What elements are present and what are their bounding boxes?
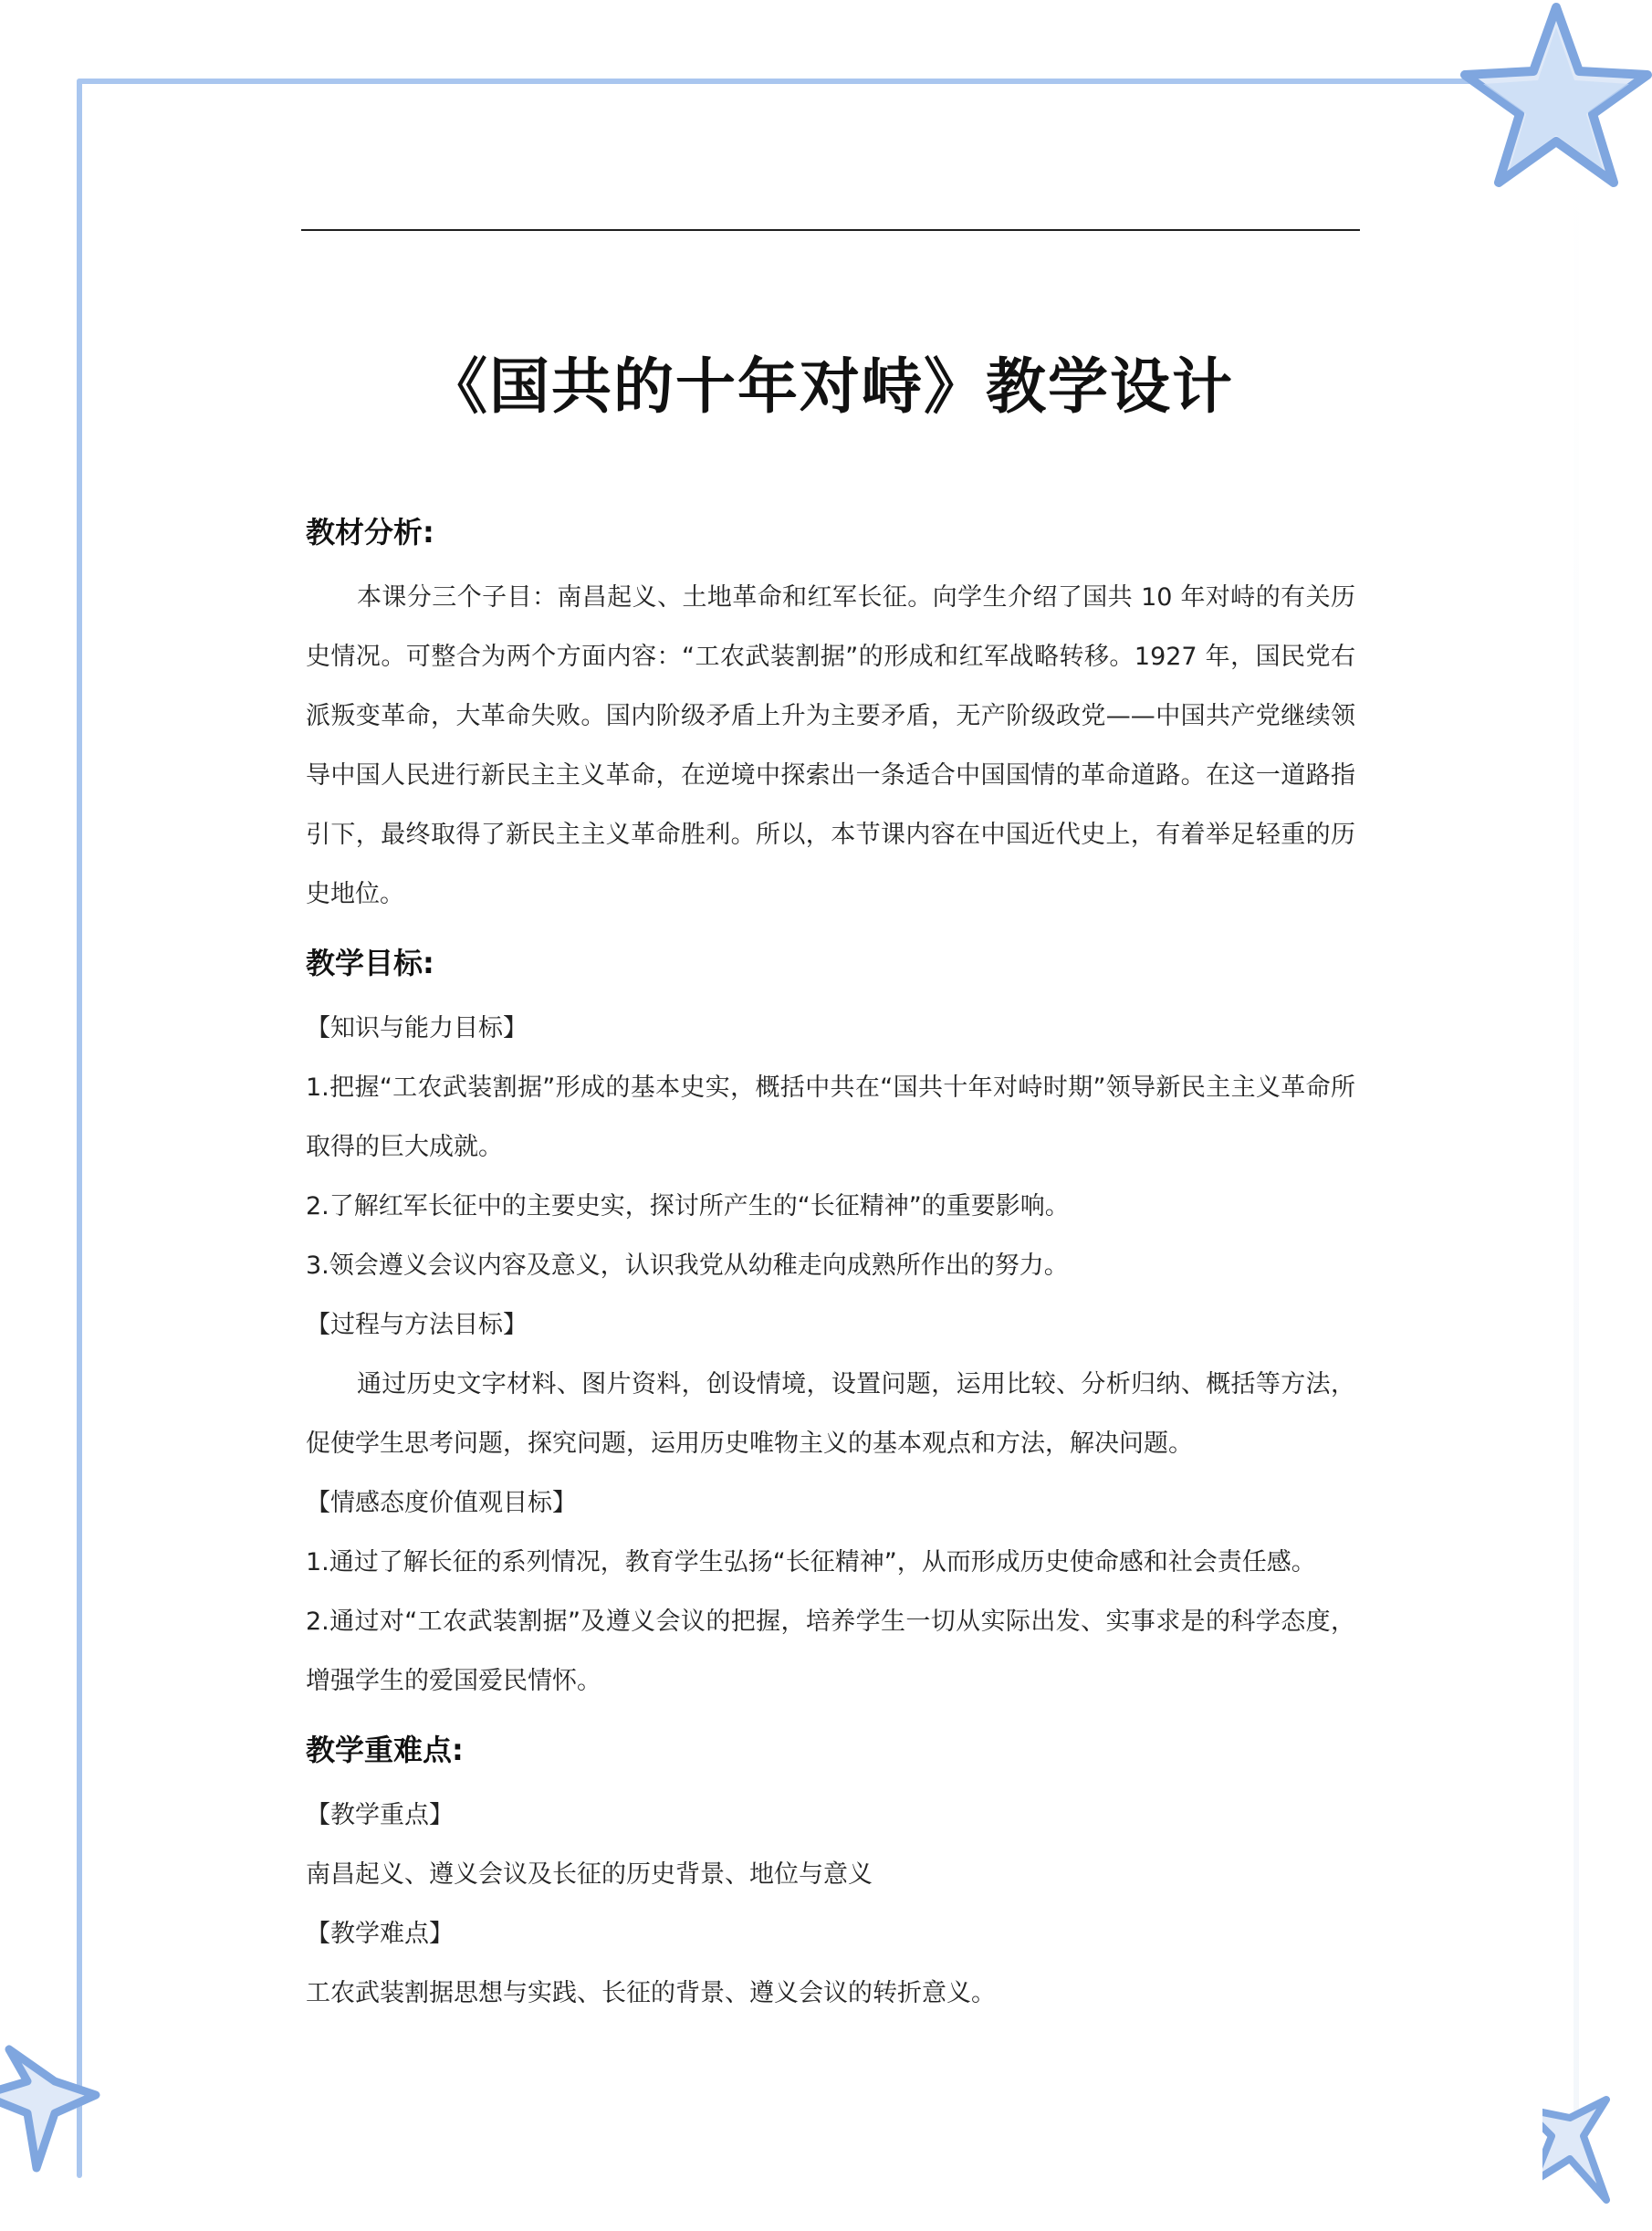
page-frame-top [77,79,1610,84]
list-item: 1.把握“工农武装割据”形成的基本史实，概括中共在“国共十年对峙时期”领导新民主主义革命所取得的巨大成就。 [306,1074,1355,1161]
material-analysis-paragraph: 本课分三个子目：南昌起义、土地革命和红军长征。向学生介绍了国共 10 年对峙的有关历史情况。可整合为两个方面内容：“工农武装割据”的形成和红军战略转移。1927 年，国民党右派叛变革命，大革命失败。国内阶级矛盾上升为主要矛盾，无产阶级政党——中国共产党继续领导中国人民进行新民主主义革命，在逆境中探索出一条适合中国国情的革命道路。在这一道路指引下，最终取得了新民主主义革命胜利。所以，本节课内容在中国近代史上，有着举足轻重的历史地位。 [306,583,1355,908]
subsection-label-process: 【过程与方法目标】 [306,1311,528,1339]
star-decoration-icon [0,2040,110,2177]
list-item: 1.通过了解长征的系列情况，教育学生弘扬“长征精神”，从而形成历史使命感和社会责任感。 [306,1548,1316,1576]
document-title: 《国共的十年对峙》教学设计 [427,351,1234,422]
subsection-label-difficulty: 【教学难点】 [306,1920,454,1948]
section-heading-teaching-goals: 教学目标: [306,946,434,980]
list-item: 2.通过对“工农武装割据”及遵义会议的把握，培养学生一切从实际出发、实事求是的科学态度，增强学生的爱国爱民情怀。 [306,1608,1355,1695]
list-item: 2.了解红军长征中的主要史实，探讨所产生的“长征精神”的重要影响。 [306,1192,1070,1220]
document-body [306,504,1355,2023]
subsection-label-emotion: 【情感态度价值观目标】 [306,1489,577,1517]
difficulty-paragraph: 工农武装割据思想与实践、长征的背景、遵义会议的转折意义。 [306,1979,996,2007]
star-decoration-icon [1451,0,1652,210]
subsection-label-knowledge: 【知识与能力目标】 [306,1014,528,1042]
page-frame-left [77,79,82,2178]
subsection-label-focus: 【教学重点】 [306,1801,454,1829]
header-rule [301,229,1360,231]
star-decoration-icon [1542,2081,1615,2209]
list-item: 3.领会遵义会议内容及意义，认识我党从幼稚走向成熟所作出的努力。 [306,1252,1069,1280]
focus-paragraph: 南昌起义、遵义会议及长征的历史背景、地位与意义 [306,1860,873,1889]
section-heading-key-points: 教学重难点: [306,1733,464,1767]
section-heading-material-analysis: 教材分析: [306,515,434,550]
process-method-paragraph: 通过历史文字材料、图片资料，创设情境，设置问题，运用比较、分析归纳、概括等方法，促使学生思考问题，探究问题，运用历史唯物主义的基本观点和方法，解决问题。 [306,1370,1355,1458]
page-frame-right [1574,137,1579,2173]
